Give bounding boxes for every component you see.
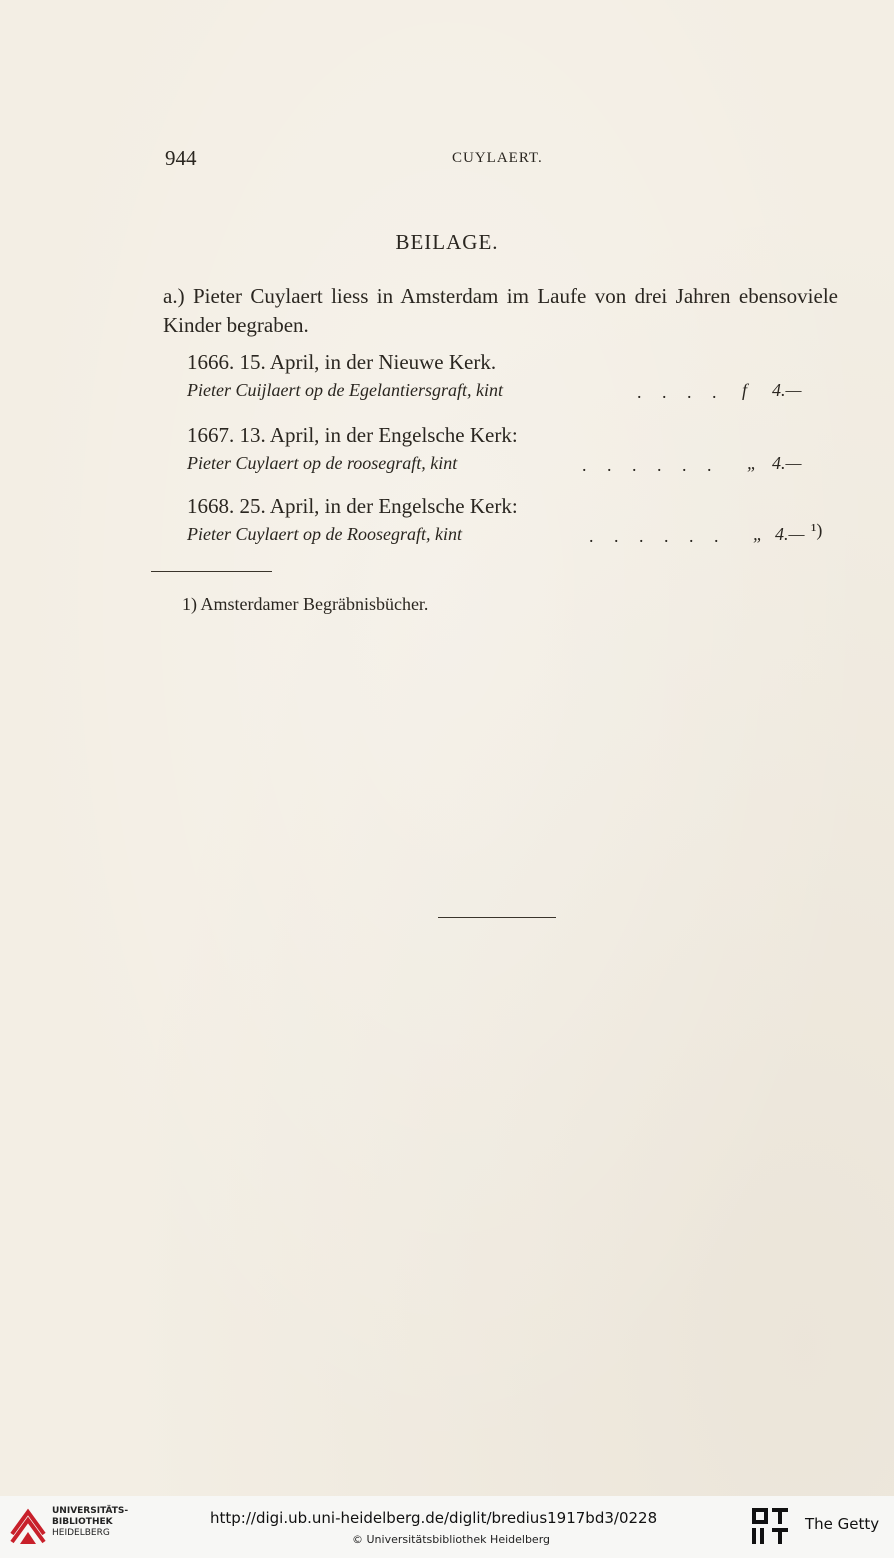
library-name-line1: UNIVERSITÄTS-	[52, 1506, 129, 1516]
currency-sign: „	[753, 524, 764, 544]
section-title: BEILAGE.	[395, 230, 499, 254]
footnote-rule	[151, 571, 272, 572]
entry-record	[187, 453, 837, 479]
running-head	[165, 146, 835, 174]
copyright-notice: © Universitätsbibliothek Heidelberg	[352, 1533, 551, 1546]
record-text: Pieter Cuylaert op de Roosegraft, kint	[187, 524, 462, 544]
burial-entry	[187, 423, 837, 479]
university-library-logo-icon	[10, 1504, 46, 1544]
footnote-ref: ¹)	[811, 520, 823, 540]
entry-date: 1666. 15. April, in der Nieuwe Kerk.	[187, 350, 497, 374]
record-text: Pieter Cuijlaert op de Egelantiersgraft, kint	[187, 380, 503, 400]
footnote: 1) Amsterdamer Begräbnisbücher.	[182, 594, 429, 614]
dot-leaders: . . . . . .	[589, 526, 727, 546]
intro-paragraph: a.) Pieter Cuylaert liess in Amsterdam im Laufe von drei Jahren ebensoviele Kinder begraben.	[163, 284, 838, 337]
entry-record	[187, 520, 837, 550]
dot-leaders: . . . . . .	[582, 455, 720, 475]
permalink-url[interactable]: http://digi.ub.uni-heidelberg.de/diglit/bredius1917bd3/0228	[210, 1509, 658, 1527]
running-title: CUYLAERT.	[452, 150, 543, 166]
entry-record	[187, 380, 837, 406]
library-name-line2: BIBLIOTHEK	[52, 1517, 113, 1527]
viewer-footer	[0, 1496, 894, 1558]
amount: 4.—	[775, 524, 805, 544]
amount: 4.—	[772, 380, 802, 400]
currency-sign: „	[747, 453, 758, 473]
amount: 4.—	[772, 453, 802, 473]
dot-leaders: . . . .	[637, 382, 725, 402]
library-name-line3: HEIDELBERG	[52, 1528, 110, 1538]
library-name	[52, 1506, 128, 1539]
page-number: 944	[165, 146, 197, 170]
burial-entry	[187, 350, 837, 406]
entry-date: 1667. 13. April, in der Engelsche Kerk:	[187, 423, 518, 447]
section-end-rule	[438, 917, 556, 918]
burial-entry	[187, 494, 837, 550]
record-text: Pieter Cuylaert op de roosegraft, kint	[187, 453, 458, 473]
getty-logo-icon	[750, 1506, 790, 1546]
entry-date: 1668. 25. April, in der Engelsche Kerk:	[187, 494, 518, 518]
currency-sign: f	[742, 380, 748, 400]
getty-name: The Getty	[805, 1515, 880, 1533]
